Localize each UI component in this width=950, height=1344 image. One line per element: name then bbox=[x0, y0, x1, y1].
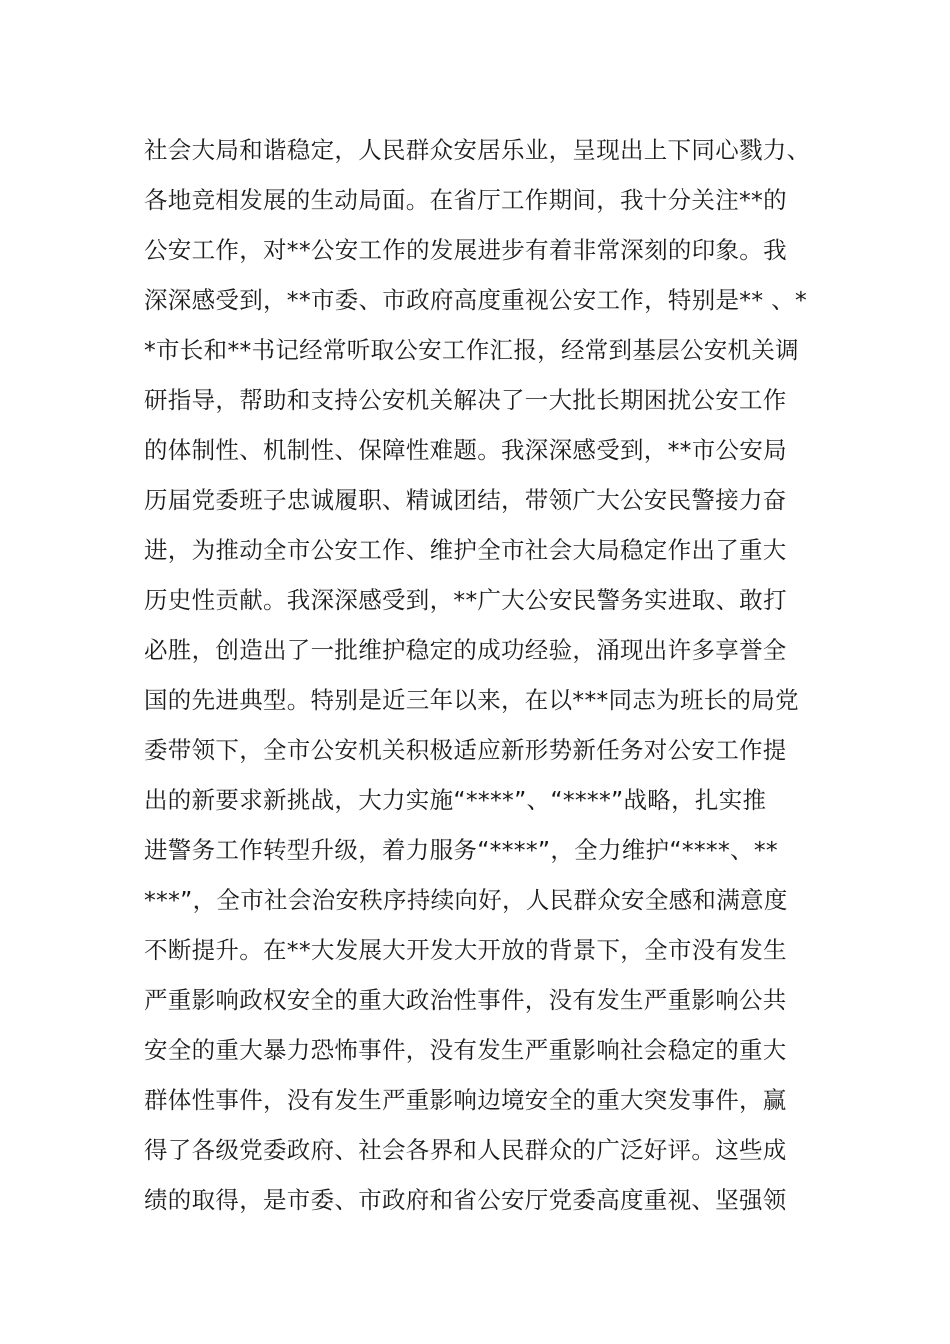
text-line: 必胜，创造出了一批维护稳定的成功经验，涌现出许多享誉全 bbox=[144, 636, 787, 664]
text-line: 进警务工作转型升级，着力服务“****”，全力维护“****、** bbox=[144, 836, 778, 864]
text-line: 历史性贡献。我深深感受到，**广大公安民警务实进取、敢打 bbox=[144, 586, 787, 614]
text-line: 群体性事件，没有发生严重影响边境安全的重大突发事件，赢 bbox=[144, 1086, 787, 1114]
text-line: 绩的取得，是市委、市政府和省公安厅党委高度重视、坚强领 bbox=[144, 1186, 787, 1214]
text-line: 深深感受到，**市委、市政府高度重视公安工作，特别是** 、* bbox=[144, 286, 808, 314]
text-line: 国的先进典型。特别是近三年以来，在以***同志为班长的局党 bbox=[144, 686, 799, 714]
text-line: ***”，全市社会治安秩序持续向好，人民群众安全感和满意度 bbox=[144, 886, 788, 914]
text-line: *市长和**书记经常听取公安工作汇报，经常到基层公安机关调 bbox=[144, 336, 799, 364]
text-line: 安全的重大暴力恐怖事件，没有发生严重影响社会稳定的重大 bbox=[144, 1036, 787, 1064]
text-line: 各地竞相发展的生动局面。在省厅工作期间，我十分关注**的 bbox=[144, 186, 787, 214]
text-line: 的体制性、机制性、保障性难题。我深深感受到，**市公安局 bbox=[144, 436, 787, 464]
text-line: 社会大局和谐稳定，人民群众安居乐业，呈现出上下同心戮力、 bbox=[144, 136, 811, 164]
text-line: 不断提升。在**大发展大开发大开放的背景下，全市没有发生 bbox=[144, 936, 787, 964]
text-line: 研指导，帮助和支持公安机关解决了一大批长期困扰公安工作 bbox=[144, 386, 787, 414]
text-line: 委带领下，全市公安机关积极适应新形势新任务对公安工作提 bbox=[144, 736, 787, 764]
text-line: 出的新要求新挑战，大力实施“****”、“****”战略，扎实推 bbox=[144, 786, 767, 814]
text-line: 得了各级党委政府、社会各界和人民群众的广泛好评。这些成 bbox=[144, 1136, 787, 1164]
text-line: 严重影响政权安全的重大政治性事件，没有发生严重影响公共 bbox=[144, 986, 787, 1014]
text-line: 公安工作，对**公安工作的发展进步有着非常深刻的印象。我 bbox=[144, 236, 787, 264]
text-line: 进，为推动全市公安工作、维护全市社会大局稳定作出了重大 bbox=[144, 536, 787, 564]
body-paragraph bbox=[144, 125, 814, 1225]
text-line: 历届党委班子忠诚履职、精诚团结，带领广大公安民警接力奋 bbox=[144, 486, 787, 514]
